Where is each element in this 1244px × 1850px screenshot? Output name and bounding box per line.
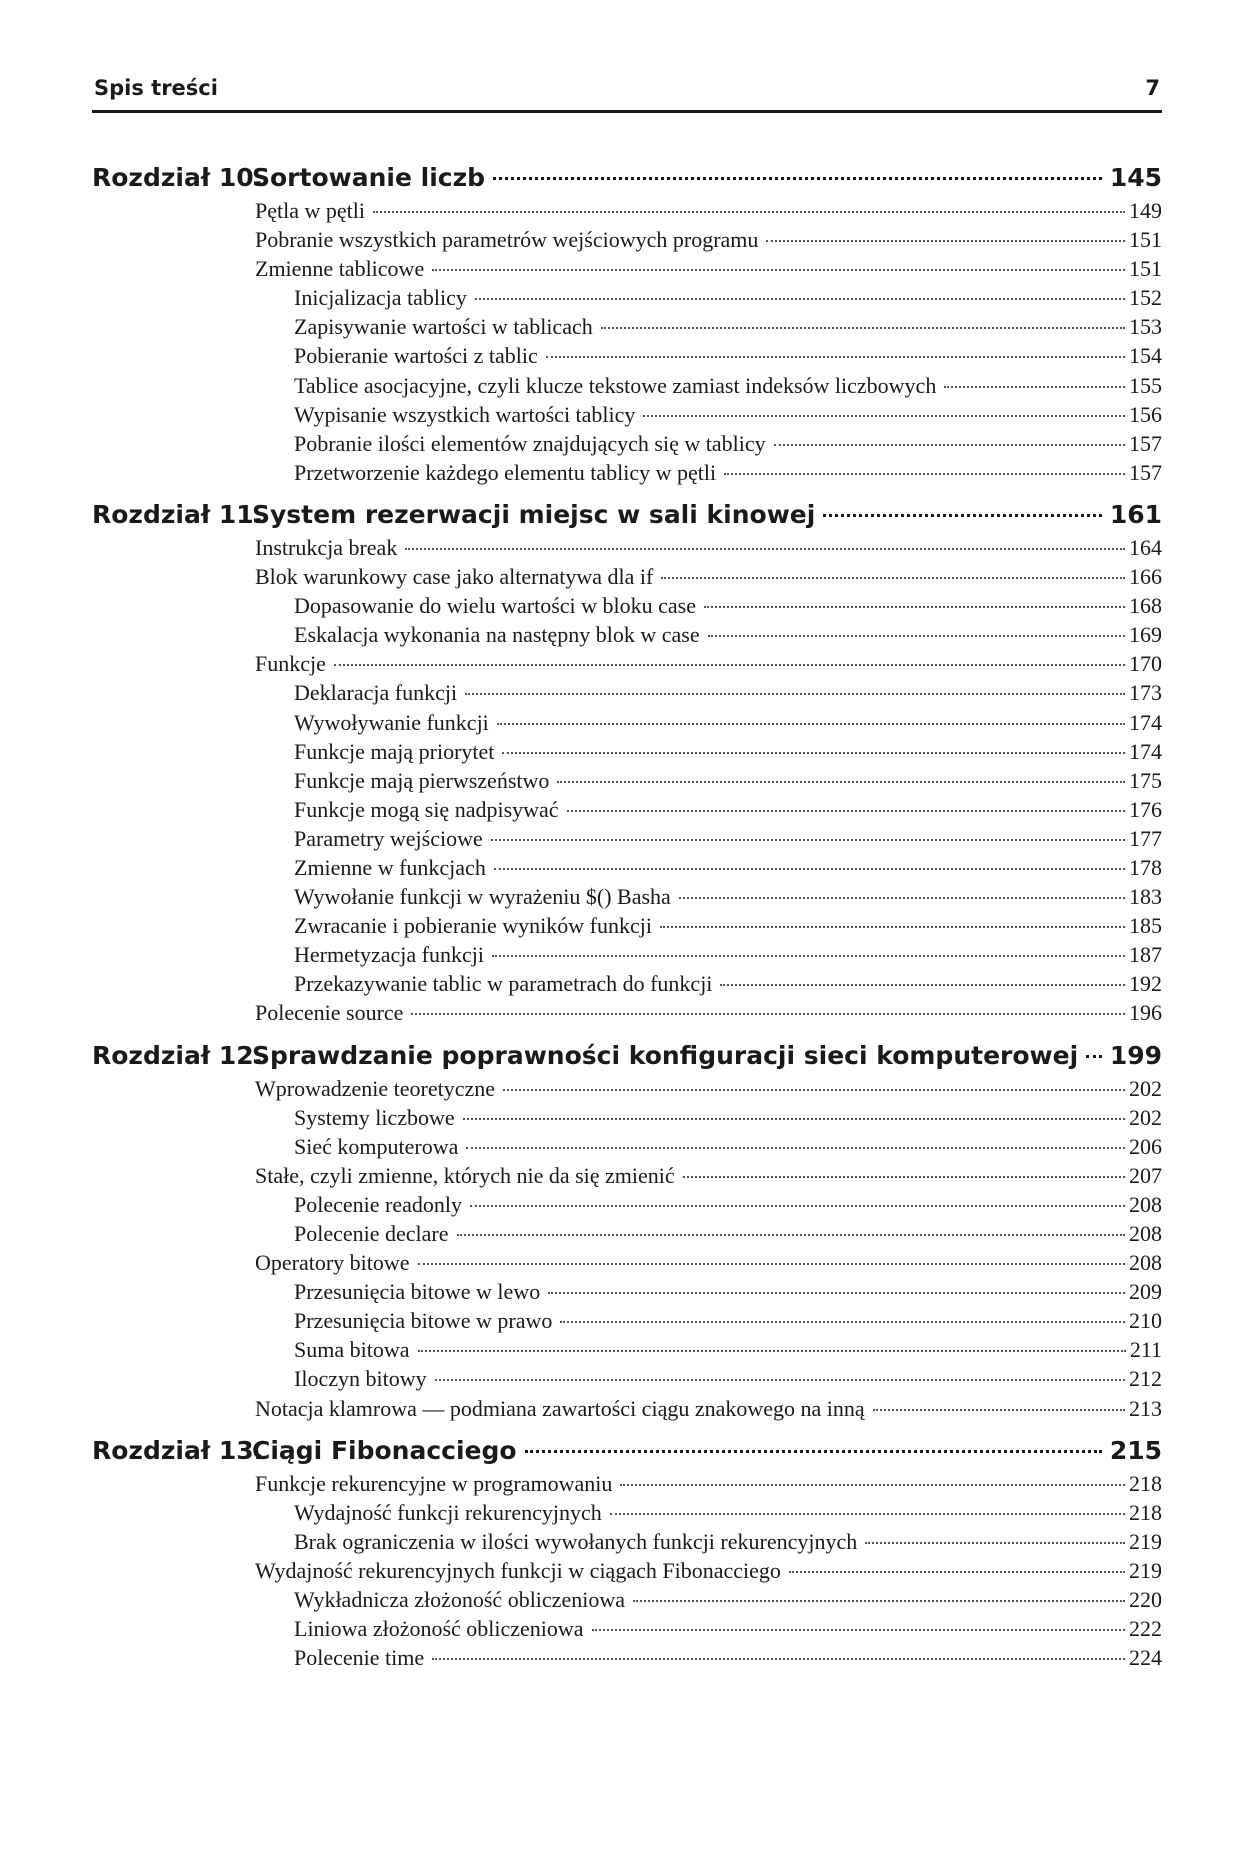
entry-page-number: 208 — [1129, 1250, 1162, 1276]
dot-leader — [567, 810, 1125, 812]
dot-leader — [592, 1629, 1125, 1631]
entry-page-number: 174 — [1129, 709, 1162, 735]
entry-title: Liniowa złożoność obliczeniowa — [294, 1616, 584, 1642]
chapter-heading — [92, 497, 1162, 533]
chapter-page-number: 145 — [1109, 163, 1162, 192]
entry-page-number: 212 — [1129, 1366, 1162, 1392]
entry-title: Polecenie source — [255, 1000, 404, 1026]
entry-title: Funkcje rekurencyjne w programowaniu — [255, 1470, 613, 1496]
entry-page-number: 156 — [1129, 401, 1162, 427]
dot-leader — [873, 1409, 1125, 1411]
entry-page-number: 176 — [1129, 796, 1162, 822]
entry-page-number: 208 — [1129, 1191, 1162, 1217]
entry-page-number: 153 — [1129, 314, 1162, 340]
table-of-contents — [92, 160, 1162, 1672]
toc-section-entry — [92, 998, 1162, 1027]
dot-leader — [463, 1118, 1125, 1120]
entry-title: Wypisanie wszystkich wartości tablicy — [294, 401, 636, 427]
chapter-title: System rezerwacji miejsc w sali kinowej — [252, 499, 816, 529]
toc-section-entry — [92, 1556, 1162, 1585]
dot-leader — [470, 1205, 1125, 1207]
toc-subsection-entry — [92, 1614, 1162, 1643]
entry-page-number: 219 — [1129, 1528, 1162, 1554]
entry-page-number: 222 — [1129, 1616, 1162, 1642]
entry-page-number: 151 — [1129, 256, 1162, 282]
dot-leader — [497, 723, 1125, 725]
chapter-title: Sprawdzanie poprawności konfiguracji sieci komputerowej — [252, 1040, 1079, 1070]
entry-page-number: 192 — [1129, 971, 1162, 997]
entry-title: Notacja klamrowa — podmiana zawartości ciągu znakowego na inną — [255, 1395, 865, 1421]
entry-page-number: 149 — [1129, 198, 1162, 223]
dot-leader — [475, 298, 1125, 300]
toc-subsection-entry — [92, 591, 1162, 620]
dot-leader — [432, 269, 1125, 271]
dot-leader — [557, 781, 1125, 783]
entry-title: Polecenie declare — [294, 1221, 449, 1246]
entry-page-number: 164 — [1129, 534, 1162, 560]
toc-subsection-entry — [92, 940, 1162, 969]
toc-subsection-entry — [92, 400, 1162, 429]
toc-subsection-entry — [92, 341, 1162, 370]
entry-title: Funkcje — [255, 651, 326, 677]
entry-page-number: 211 — [1129, 1337, 1162, 1363]
entry-page-number: 166 — [1129, 564, 1162, 590]
entry-page-number: 213 — [1129, 1395, 1162, 1421]
dot-leader — [432, 1658, 1125, 1660]
entry-title: Eskalacja wykonania na następny blok w case — [294, 622, 700, 648]
chapter-page-number: 215 — [1109, 1435, 1162, 1465]
dot-leader — [560, 1321, 1125, 1323]
entry-title: Wydajność rekurencyjnych funkcji w ciągach Fibonacciego — [255, 1557, 781, 1583]
dot-leader — [494, 868, 1125, 870]
dot-leader — [708, 635, 1125, 637]
toc-subsection-entry — [92, 1219, 1162, 1248]
entry-page-number: 218 — [1129, 1470, 1162, 1496]
dot-leader — [465, 693, 1125, 695]
toc-subsection-entry — [92, 1527, 1162, 1556]
entry-page-number: 187 — [1129, 942, 1162, 968]
entry-title: Pobranie ilości elementów znajdujących się w tablicy — [294, 430, 766, 456]
entry-title: Zmienne w funkcjach — [294, 854, 486, 880]
entry-title: Zwracanie i pobieranie wyników funkcji — [294, 913, 652, 939]
dot-leader — [411, 1013, 1125, 1015]
entry-title: Systemy liczbowe — [294, 1104, 455, 1130]
entry-title: Pętla w pętli — [255, 198, 365, 223]
entry-page-number: 169 — [1129, 622, 1162, 648]
toc-subsection-entry — [92, 969, 1162, 998]
toc-subsection-entry — [92, 283, 1162, 312]
entry-page-number: 157 — [1129, 459, 1162, 485]
entry-title: Suma bitowa — [294, 1337, 410, 1363]
dot-leader — [435, 1379, 1125, 1381]
chapter-title: Sortowanie liczb — [252, 163, 486, 192]
entry-page-number: 183 — [1129, 884, 1162, 910]
running-header-title: Spis treści — [94, 76, 218, 100]
toc-subsection-entry — [92, 1643, 1162, 1672]
entry-title: Wprowadzenie teoretyczne — [255, 1075, 496, 1101]
chapter-heading — [92, 1433, 1162, 1469]
dot-leader — [466, 1147, 1125, 1149]
toc-subsection-entry — [92, 824, 1162, 853]
dot-leader — [492, 955, 1125, 957]
dot-leader — [643, 415, 1125, 417]
entry-page-number: 154 — [1129, 343, 1162, 369]
toc-subsection-entry — [92, 1585, 1162, 1614]
dot-leader — [724, 473, 1125, 475]
toc-section-entry — [92, 1469, 1162, 1498]
entry-title: Hermetyzacja funkcji — [294, 942, 484, 968]
dot-leader — [405, 548, 1125, 550]
entry-page-number: 175 — [1129, 767, 1162, 793]
dot-leader — [491, 839, 1125, 841]
entry-title: Polecenie readonly — [294, 1191, 462, 1217]
entry-title: Wywoływanie funkcji — [294, 709, 489, 735]
chapter-page-number: 199 — [1109, 1040, 1162, 1070]
dot-leader — [823, 514, 1101, 517]
entry-title: Operatory bitowe — [255, 1250, 410, 1276]
chapter-label: Rozdział 13. — [92, 1435, 264, 1465]
chapter-label: Rozdział 11. — [92, 499, 264, 529]
toc-section-entry — [92, 562, 1162, 591]
dot-leader — [789, 1571, 1125, 1573]
dot-leader — [601, 327, 1125, 329]
toc-subsection-entry — [92, 678, 1162, 707]
toc-subsection-entry — [92, 882, 1162, 911]
toc-subsection-entry — [92, 1190, 1162, 1219]
entry-page-number: 202 — [1129, 1104, 1162, 1130]
dot-leader — [720, 984, 1125, 986]
toc-subsection-entry — [92, 1103, 1162, 1132]
entry-title: Iloczyn bitowy — [294, 1366, 427, 1392]
entry-page-number: 207 — [1129, 1162, 1162, 1188]
toc-section-entry — [92, 225, 1162, 254]
running-header — [92, 76, 1162, 113]
toc-section-entry — [92, 533, 1162, 562]
dot-leader — [944, 386, 1125, 388]
toc-subsection-entry — [92, 708, 1162, 737]
entry-title: Deklaracja funkcji — [294, 680, 458, 706]
entry-page-number: 202 — [1129, 1075, 1162, 1101]
toc-subsection-entry — [92, 795, 1162, 824]
entry-title: Sieć komputerowa — [294, 1133, 459, 1159]
toc-subsection-entry — [92, 620, 1162, 649]
dot-leader — [1086, 1055, 1102, 1058]
entry-title: Funkcje mogą się nadpisywać — [294, 796, 559, 822]
entry-page-number: 168 — [1129, 593, 1162, 619]
dot-leader — [503, 1089, 1125, 1091]
entry-page-number: 208 — [1129, 1221, 1162, 1246]
entry-page-number: 151 — [1129, 227, 1162, 253]
entry-page-number: 185 — [1129, 913, 1162, 939]
dot-leader — [548, 1292, 1125, 1294]
toc-subsection-entry — [92, 1132, 1162, 1161]
dot-leader — [766, 240, 1125, 242]
entry-page-number: 157 — [1129, 430, 1162, 456]
chapter-label: Rozdział 10. — [92, 163, 264, 192]
entry-title: Przetworzenie każdego elementu tablicy w pętli — [294, 459, 717, 485]
entry-title: Pobieranie wartości z tablic — [294, 343, 538, 369]
entry-title: Przekazywanie tablic w parametrach do funkcji — [294, 971, 713, 997]
dot-leader — [525, 1450, 1102, 1453]
entry-title: Pobranie wszystkich parametrów wejściowych programu — [255, 227, 759, 253]
entry-title: Stałe, czyli zmienne, których nie da się zmienić — [255, 1162, 675, 1188]
toc-subsection-entry — [92, 1306, 1162, 1335]
toc-subsection-entry — [92, 371, 1162, 400]
dot-leader — [774, 444, 1125, 446]
entry-title: Funkcje mają priorytet — [294, 738, 495, 764]
chapter-heading — [92, 160, 1162, 196]
toc-subsection-entry — [92, 853, 1162, 882]
chapter-page-number: 161 — [1109, 499, 1162, 529]
entry-page-number: 206 — [1129, 1133, 1162, 1159]
dot-leader — [546, 356, 1125, 358]
entry-page-number: 152 — [1129, 285, 1162, 311]
toc-subsection-entry — [92, 1364, 1162, 1393]
entry-title: Zmienne tablicowe — [255, 256, 425, 282]
toc-subsection-entry — [92, 1498, 1162, 1527]
dot-leader — [865, 1542, 1125, 1544]
dot-leader — [418, 1263, 1125, 1265]
entry-title: Dopasowanie do wielu wartości w bloku case — [294, 593, 697, 619]
entry-page-number: 173 — [1129, 680, 1162, 706]
entry-page-number: 210 — [1129, 1308, 1162, 1334]
entry-page-number: 155 — [1129, 372, 1162, 398]
toc-subsection-entry — [92, 737, 1162, 766]
dot-leader — [493, 177, 1102, 180]
entry-page-number: 196 — [1129, 1000, 1162, 1026]
chapter-label: Rozdział 12. — [92, 1040, 264, 1070]
dot-leader — [334, 664, 1125, 666]
entry-title: Przesunięcia bitowe w lewo — [294, 1279, 541, 1305]
toc-section-entry — [92, 196, 1162, 225]
entry-title: Tablice asocjacyjne, czyli klucze tekstowe zamiast indeksów liczbowych — [294, 372, 937, 398]
entry-title: Parametry wejściowe — [294, 825, 483, 851]
entry-page-number: 219 — [1129, 1557, 1162, 1583]
chapter-title: Ciągi Fibonacciego — [252, 1435, 517, 1465]
dot-leader — [373, 211, 1125, 213]
dot-leader — [457, 1234, 1125, 1236]
entry-title: Wywołanie funkcji w wyrażeniu $() Basha — [294, 884, 671, 910]
toc-section-entry — [92, 1248, 1162, 1277]
toc-section-entry — [92, 649, 1162, 678]
entry-title: Funkcje mają pierwszeństwo — [294, 767, 550, 793]
dot-leader — [679, 897, 1125, 899]
dot-leader — [660, 926, 1125, 928]
dot-leader — [683, 1176, 1125, 1178]
page-number: 7 — [1145, 76, 1160, 100]
entry-page-number: 218 — [1129, 1499, 1162, 1525]
entry-page-number: 178 — [1129, 854, 1162, 880]
dot-leader — [704, 606, 1125, 608]
entry-title: Wydajność funkcji rekurencyjnych — [294, 1499, 602, 1525]
chapter-heading — [92, 1038, 1162, 1074]
entry-title: Wykładnicza złożoność obliczeniowa — [294, 1587, 625, 1613]
dot-leader — [620, 1484, 1125, 1486]
entry-page-number: 224 — [1129, 1645, 1162, 1671]
toc-subsection-entry — [92, 911, 1162, 940]
entry-title: Instrukcja break — [255, 534, 398, 560]
toc-subsection-entry — [92, 1277, 1162, 1306]
toc-subsection-entry — [92, 429, 1162, 458]
entry-title: Blok warunkowy case jako alternatywa dla if — [255, 564, 654, 590]
entry-page-number: 174 — [1129, 738, 1162, 764]
entry-title: Zapisywanie wartości w tablicach — [294, 314, 593, 340]
dot-leader — [661, 577, 1125, 579]
toc-subsection-entry — [92, 1335, 1162, 1364]
entry-page-number: 209 — [1129, 1279, 1162, 1305]
toc-section-entry — [92, 1394, 1162, 1423]
entry-title: Brak ograniczenia w ilości wywołanych funkcji rekurencyjnych — [294, 1528, 858, 1554]
entry-title: Inicjalizacja tablicy — [294, 285, 467, 311]
dot-leader — [633, 1600, 1125, 1602]
toc-section-entry — [92, 1161, 1162, 1190]
toc-subsection-entry — [92, 458, 1162, 487]
entry-page-number: 177 — [1129, 825, 1162, 851]
dot-leader — [610, 1513, 1125, 1515]
entry-page-number: 220 — [1129, 1587, 1162, 1613]
toc-subsection-entry — [92, 766, 1162, 795]
dot-leader — [418, 1350, 1126, 1352]
entry-title: Polecenie time — [294, 1645, 425, 1671]
entry-page-number: 170 — [1129, 651, 1162, 677]
toc-subsection-entry — [92, 312, 1162, 341]
toc-section-entry — [92, 254, 1162, 283]
dot-leader — [502, 752, 1125, 754]
toc-section-entry — [92, 1074, 1162, 1103]
entry-title: Przesunięcia bitowe w prawo — [294, 1308, 553, 1334]
